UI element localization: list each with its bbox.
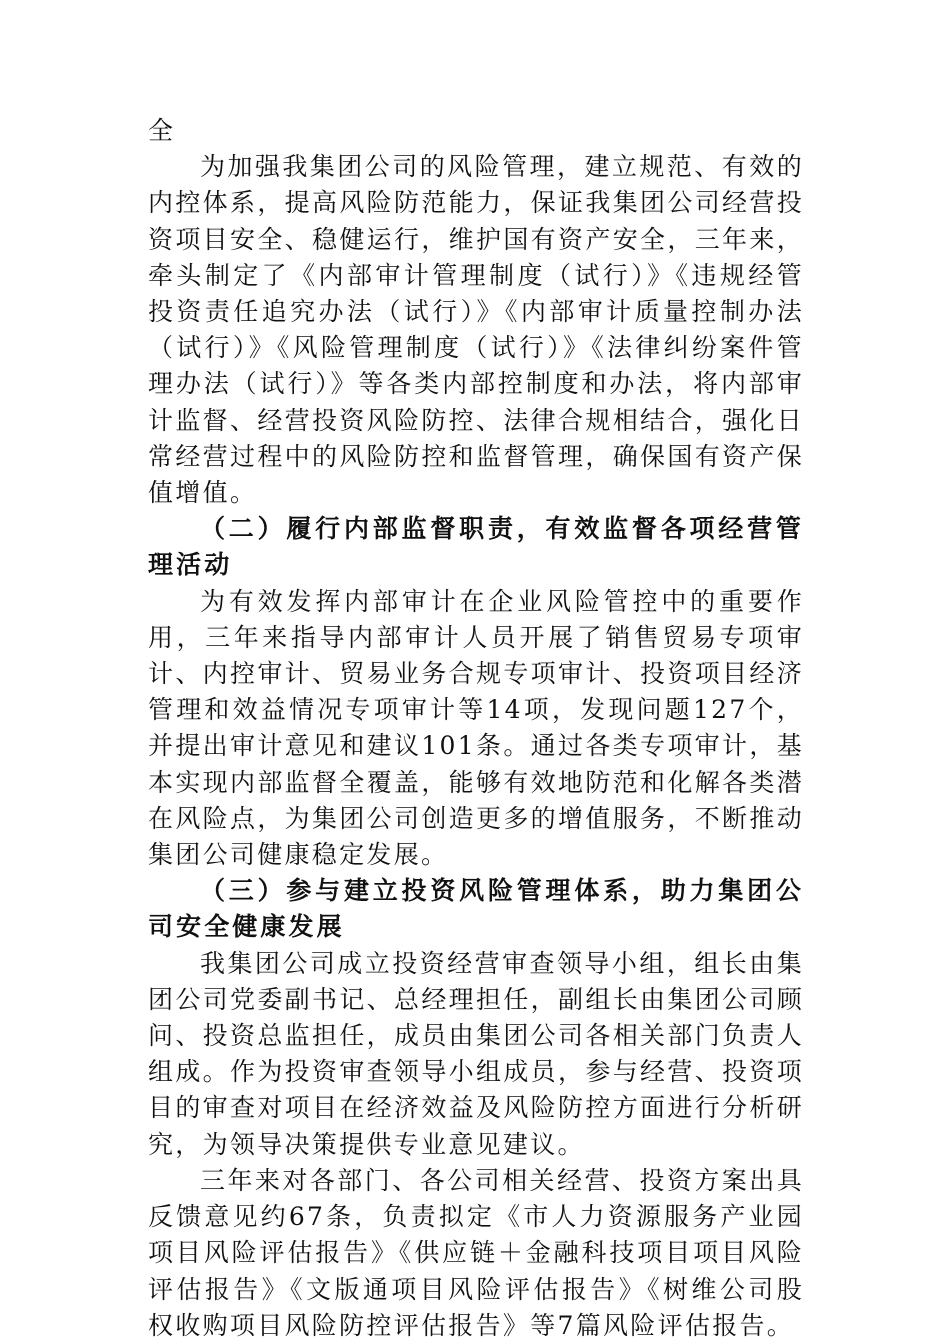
paragraph-investment-review: 我集团公司成立投资经营审查领导小组，组长由集团公司党委副书记、总经理担任，副组长由集团公司顾问、投资总监担任，成员由集团公司各相关部门负责人组成。作为投资审查领导小组成员，参与经营、投资项目的审查对项目在经济效益及风险防控方面进行分析研究，为领导决策提供专业意见建议。 <box>148 948 804 1159</box>
document-page <box>148 113 804 1344</box>
section-heading-3: （三）参与建立投资风险管理体系，助力集团公司安全健康发展 <box>148 876 804 942</box>
paragraph-risk-reports: 三年来对各部门、各公司相关经营、投资方案出具反馈意见约67条，负责拟定《市人力资源服务产业园项目风险评估报告》《供应链＋金融科技项目项目风险评估报告》《文版通项目风险评估报告》《树维公司股权收购项目风险防控评估报告》等7篇风险评估报告。 <box>148 1165 804 1340</box>
continuation-text: 全 <box>148 116 176 145</box>
paragraph-risk-management: 为加强我集团公司的风险管理，建立规范、有效的内控体系，提高风险防范能力，保证我集团公司经营投资项目安全、稳健运行，维护国有资产安全，三年来，牵头制定了《内部审计管理制度（试行）》《违规经管投资责任追究办法（试行）》《内部审计质量控制办法（试行）》《风险管理制度（试行）》《法律纠纷案件管理办法（试行）》等各类内部控制度和办法，将内部审计监督、经营投资风险防控、法律合规相结合，强化日常经营过程中的风险防控和监督管理，确保国有资产保值增值。 <box>148 152 804 508</box>
section-heading-2: （二）履行内部监督职责，有效监督各项经营管理活动 <box>148 514 804 580</box>
paragraph-internal-audit: 为有效发挥内部审计在企业风险管控中的重要作用，三年来指导内部审计人员开展了销售贸易专项审计、内控审计、贸易业务合规专项审计、投资项目经济管理和效益情况专项审计等14项，发现问题127个，并提出审计意见和建议101条。通过各类专项审计，基本实现内部监督全覆盖，能够有效地防范和化解各类潜在风险点，为集团公司创造更多的增值服务，不断推动集团公司健康稳定发展。 <box>148 586 804 870</box>
